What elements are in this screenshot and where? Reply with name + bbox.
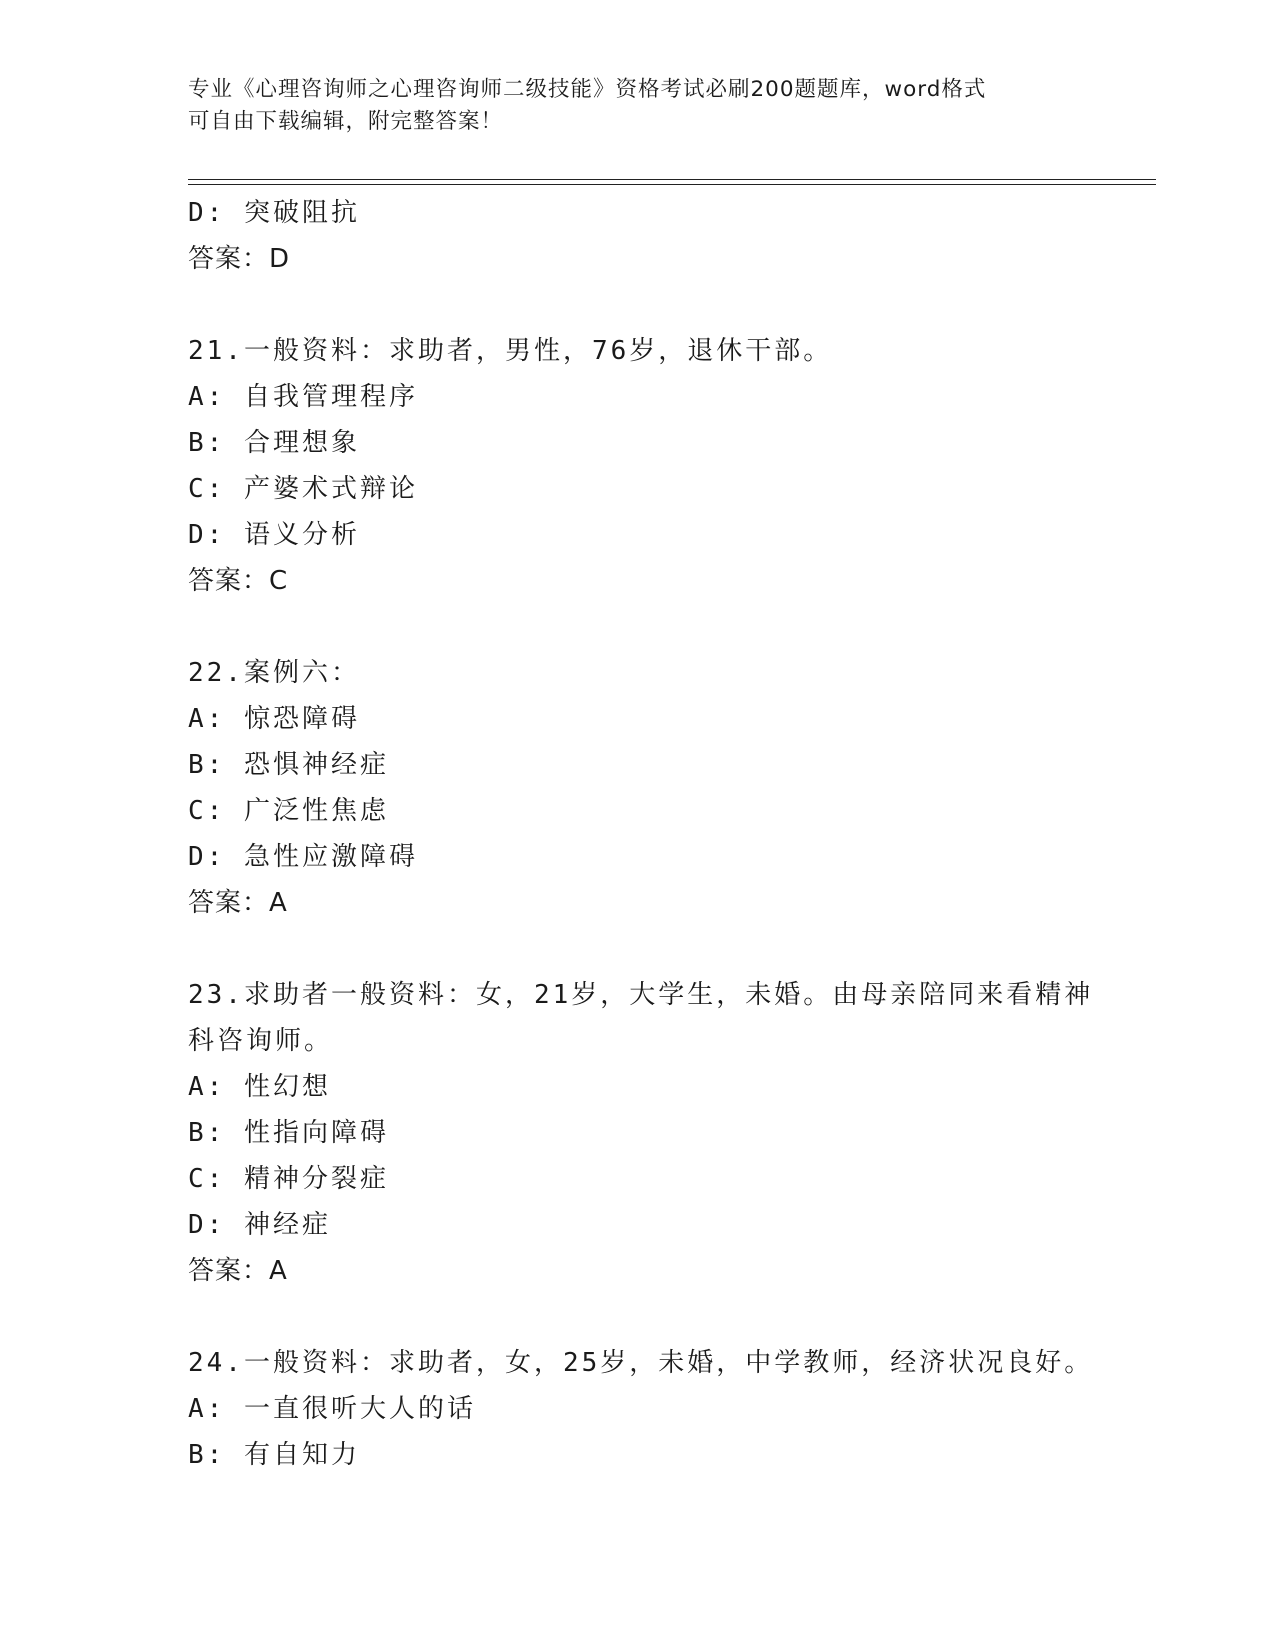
question-stem-line-1: 23.求助者一般资料：女，21岁，大学生，未婚。由母亲陪同来看精神: [188, 980, 1094, 1010]
spacer: [188, 1294, 1148, 1340]
question-list: [188, 190, 1148, 1478]
spacer: [188, 604, 1148, 650]
header-rule-bottom: [188, 184, 1156, 185]
answer-line: 答案：C: [188, 566, 289, 596]
option-d: D: 急性应激障碍: [188, 842, 418, 872]
option-d: D: 语义分析: [188, 520, 360, 550]
header-title-line-1: 专业《心理咨询师之心理咨询师二级技能》资格考试必刷200题题库，word格式: [188, 77, 987, 102]
header-title-line-2: 可自由下载编辑，附完整答案！: [188, 109, 504, 134]
option-c: C: 产婆术式辩论: [188, 474, 418, 504]
option-d: D: 突破阻抗: [188, 198, 360, 228]
option-b: B: 恐惧神经症: [188, 750, 389, 780]
option-b: B: 合理想象: [188, 428, 360, 458]
question-stem: 22.案例六：: [188, 658, 360, 688]
answer-line: 答案：D: [188, 244, 291, 274]
option-a: A: 惊恐障碍: [188, 704, 360, 734]
option-b: B: 有自知力: [188, 1440, 360, 1470]
option-c: C: 广泛性焦虑: [188, 796, 389, 826]
option-b: B: 性指向障碍: [188, 1118, 389, 1148]
option-a: A: 性幻想: [188, 1072, 331, 1102]
question-23: [188, 972, 1148, 1294]
answer-line: 答案：A: [188, 1256, 288, 1286]
option-a: A: 自我管理程序: [188, 382, 418, 412]
question-22: [188, 650, 1148, 926]
header-rule-top: [188, 179, 1156, 180]
answer-line: 答案：A: [188, 888, 288, 918]
spacer: [188, 926, 1148, 972]
document-header: [188, 74, 1088, 138]
spacer: [188, 282, 1148, 328]
option-c: C: 精神分裂症: [188, 1164, 389, 1194]
question-stem: 21.一般资料：求助者，男性，76岁，退休干部。: [188, 336, 833, 366]
question-stem-line-2: 科咨询师。: [188, 1026, 334, 1056]
option-a: A: 一直很听大人的话: [188, 1394, 476, 1424]
question-stem: 24.一般资料：求助者，女，25岁，未婚，中学教师，经济状况良好。: [188, 1348, 1094, 1378]
option-d: D: 神经症: [188, 1210, 331, 1240]
question-21: [188, 328, 1148, 604]
question-24: [188, 1340, 1148, 1478]
